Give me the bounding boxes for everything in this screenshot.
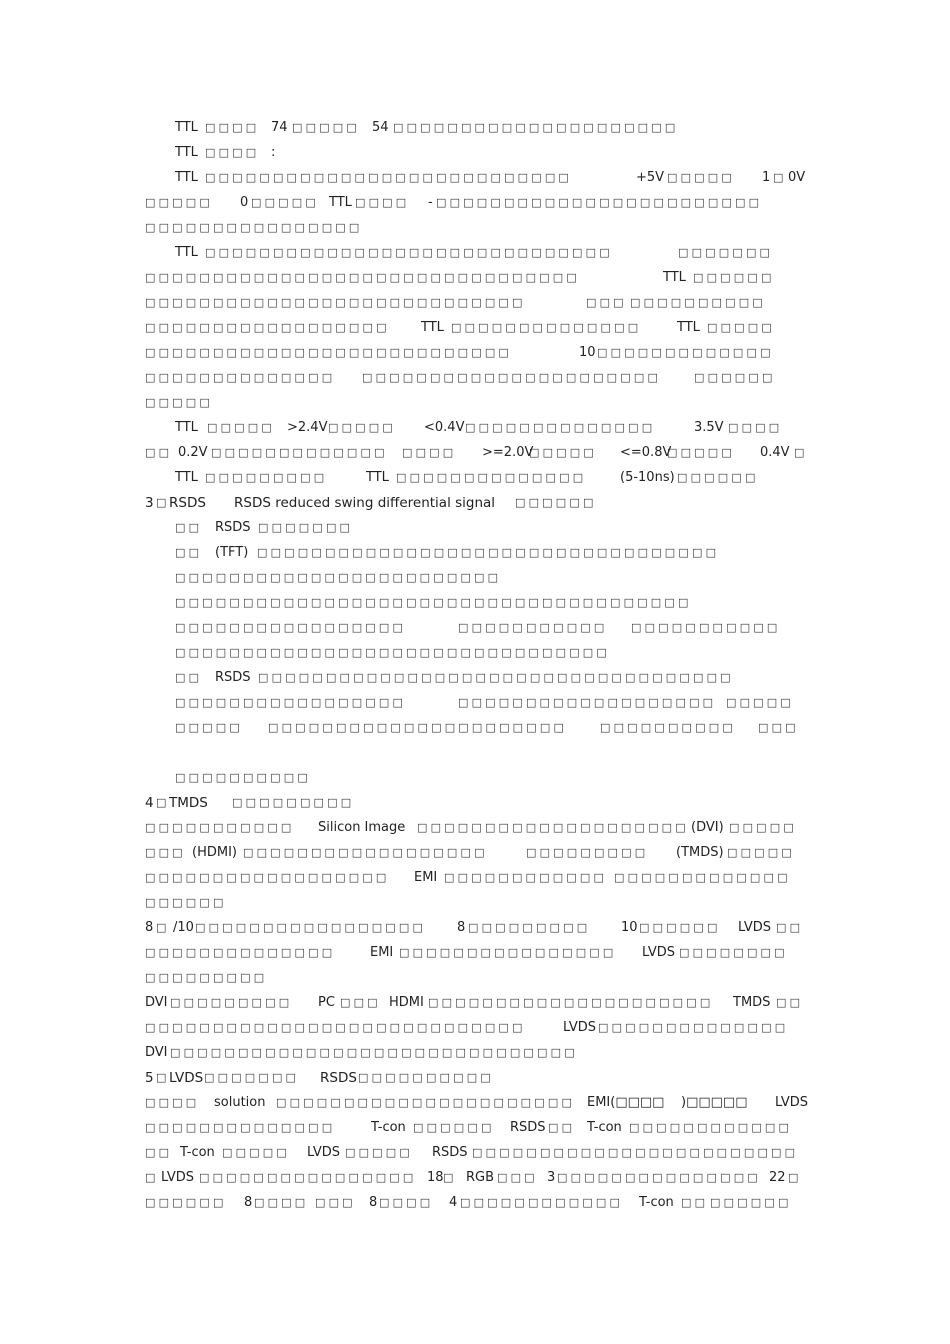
text-segment: 0V [788,170,806,185]
text-line [0,993,950,1013]
text-segment: □□□□□□□□□□□□□□□□□□□□□□□□□□□ [205,171,573,184]
text-segment: (TFT) [215,545,249,560]
text-segment: LVDS [563,1020,596,1035]
text-segment: □□□□ [205,121,260,134]
text-segment: 74 [271,120,288,135]
text-segment: □□□□□ [292,121,360,134]
text-segment: □□□□□ [145,196,213,209]
text-segment: □□□□□□□□□□ [630,296,766,309]
text-segment: >2.4V [287,420,328,435]
text-segment: □□□□□□□□□□□□□□□□□□□□□□□□ [436,196,763,209]
text-segment: □□□□□□□ [678,246,774,259]
text-line [0,443,950,463]
text-segment: □□□□□□□□□□□□□□□□□□□□□ [393,121,679,134]
text-segment: □□□□□ [251,196,319,209]
text-segment: □□□□ [728,421,783,434]
text-segment: □□□□□□□□□□□□□□□ [557,1171,761,1184]
text-segment: □□□□□□□□□□□□ [460,1196,624,1209]
text-segment: □□□□□□□□□□□□□□ [598,1021,789,1034]
text-segment: RSDS [320,1070,357,1086]
text-segment: □□□□□□□□□□□□□ [211,446,388,459]
text-segment: 10 [621,920,638,935]
text-segment: □□□□□□□□□□□ [458,621,608,634]
text-line [0,243,950,263]
text-line [0,118,950,138]
text-segment: - [428,195,433,210]
text-segment: □□□□□□□□□□□□□□□□□□□□□□ [276,1096,576,1109]
text-segment: 0.2V [178,445,208,460]
text-segment: LVDS [738,920,771,935]
text-segment: □□□□ [402,446,457,459]
text-segment: TTL [175,145,198,160]
text-segment: □□□□□□□ [204,1071,300,1084]
text-line [0,643,950,663]
text-segment: □□□□□□□□□□□□ [444,871,608,884]
text-segment: □ [156,496,170,509]
text-segment: □□□□□□□□□□□□□□ [145,1121,336,1134]
text-segment: □□□□□□□□□□ [358,1071,494,1084]
text-line [0,368,950,388]
text-segment: (HDMI) [192,845,237,860]
text-segment: TMDS [733,995,771,1010]
text-segment: 8 [145,920,154,935]
text-line [0,468,950,488]
text-segment: □□□□□□□□□□□□□□□□□□□□□□ [268,721,568,734]
text-segment: TTL [175,420,198,435]
text-segment: □□□□ [254,1196,309,1209]
text-segment: □□ [175,671,203,684]
text-segment: □□□□□ [328,421,396,434]
text-segment: □□ [776,996,804,1009]
text-line [0,143,950,163]
text-segment: □ [443,1171,457,1184]
text-segment: DVI [145,1045,168,1060]
text-segment: RSDS [215,670,251,685]
text-segment: □□□□□□□□□□□□□□□□□□□□□□□□□□□ [145,346,513,359]
text-segment: □□□□□□ [694,371,776,384]
text-segment: 3.5V [694,420,724,435]
text-segment: TTL [366,470,389,485]
text-segment: 8 [457,920,466,935]
text-segment: EMI [370,945,394,960]
text-segment: □□□□□□□□□□□□□□□□ [199,1171,417,1184]
text-segment: 3 [145,495,154,511]
text-segment: □□□□□□□□□ [468,921,591,934]
text-line [0,1118,950,1138]
text-segment: : [271,145,276,160]
text-segment: <0.4V [424,420,465,435]
text-segment: □□□□□□□□□□□□□□□□□□□□ [417,821,689,834]
text-segment: 4 [449,1195,458,1210]
text-segment: 0 [240,195,249,210]
text-line [0,818,950,838]
text-line [0,893,950,913]
text-segment: □□□ [315,1196,356,1209]
text-line [0,843,950,863]
text-segment: □□□□□□□□□□ [175,771,311,784]
text-segment: □□□□□□□□□□□□□□ [451,321,642,334]
text-segment: □□□□□□□□□□□□□ [597,346,774,359]
text-segment: □□□□□□□□□□□□□□ [145,371,336,384]
text-line [0,768,950,788]
text-segment: □□□□□□□□□□□□□□□□□□□□□□ [362,371,662,384]
text-segment: □□□□□ [145,396,213,409]
text-segment: EMI(□□□□ [587,1095,665,1110]
text-segment: □□□□□□□□□ [232,796,355,809]
text-line [0,1043,950,1063]
text-segment: 0.4V [760,445,790,460]
text-segment: RSDS [215,520,251,535]
text-segment: (DVI) [691,820,724,835]
text-segment: □□□□□□□□□ [205,471,328,484]
text-segment: □□ [548,1121,576,1134]
text-segment: RSDS [432,1145,468,1160]
text-line [0,868,950,888]
text-segment: LVDS [169,1070,204,1086]
text-segment: DVI [145,995,168,1010]
text-segment: □□□□□□□ [258,521,354,534]
text-line [0,593,950,613]
text-segment: □□□□□□□□□□□□□□□□□□□□□□□□□□□□ [145,296,526,309]
text-segment: □□□□□□ [710,1196,792,1209]
text-segment: □□ [776,921,804,934]
text-segment: □□□□□□□□□□□□□ [614,871,791,884]
text-segment: □□□□□□□□□□□ [145,821,295,834]
text-segment: □ [145,1171,159,1184]
text-segment: □ [794,446,808,459]
text-segment: >=2.0V [482,445,534,460]
text-segment: □□□□□□□□□□□□□□□□□□□□□□□□□□□□□□□□□□□ [258,671,734,684]
text-segment: □□□□ [379,1196,434,1209]
text-segment: □□□ [586,296,627,309]
text-segment: □□□□□□□□□□□□□□□□□□ [145,321,390,334]
text-line [0,418,950,438]
text-segment: □□□□□□ [639,921,721,934]
text-segment: LVDS [161,1170,194,1185]
text-segment: □□□□□□□□□ [526,846,649,859]
text-segment: □□□□□□□□ [679,946,788,959]
text-segment: 8 [244,1195,253,1210]
text-segment: □□□ [340,996,381,1009]
text-segment: □□□□□□ [145,896,227,909]
text-segment: LVDS [775,1095,808,1110]
text-segment: EMI [414,870,438,885]
text-segment: □□□□□ [707,321,775,334]
text-segment: RGB [466,1170,495,1185]
text-segment: □□□□ [205,146,260,159]
text-segment: □□□□□□□□□□ [600,721,736,734]
text-segment: 5 [145,1070,154,1086]
text-line [0,168,950,188]
text-segment: 8 [369,1195,378,1210]
text-line [0,943,950,963]
text-segment: RSDS reduced swing differential signal [234,495,496,511]
text-segment: T-con [639,1195,674,1210]
text-segment: □□□□ [145,1096,200,1109]
text-segment: □ [156,921,170,934]
text-segment: TTL [175,245,198,260]
text-segment: TTL [175,170,198,185]
text-line [0,1068,950,1088]
text-line [0,793,950,813]
text-segment: )□□□□□ [681,1095,748,1110]
text-segment: TTL [175,470,198,485]
text-line [0,918,950,938]
text-segment: □□□□□□□□□□□□□□□□ [172,871,390,884]
text-segment: 22 [769,1170,786,1185]
text-segment: □□□□□□ [677,471,759,484]
text-segment: □□□□□□□□□□□□□□ [145,946,336,959]
text-segment: □ [773,171,787,184]
text-segment: □□□□□□□□□□□□□□□□□□□□□□□□ [472,1146,799,1159]
text-segment: TTL [175,120,198,135]
text-segment: □□□□□ [529,446,597,459]
text-segment: □□□□□ [207,421,275,434]
text-line [0,218,950,238]
text-segment: □□□□□□□□□□□□□□□□□□□□□□□□□□□□□□ [170,1046,578,1059]
text-segment: □□□□□ [175,721,243,734]
text-segment: □ [788,1171,802,1184]
text-line [0,1193,950,1213]
text-segment: □□□□□□□□□□□□□□ [465,421,656,434]
text-segment: /10 [173,920,194,935]
text-line [0,293,950,313]
text-segment: □□ [175,546,203,559]
text-segment: □□□□□□□□□□□□□□□□□□□□□□□□□□□□□□□□ [175,646,610,659]
text-line [0,268,950,288]
text-segment: □□□□□□□□□□□□□□□□□□□□□□□□□□□□□□ [205,246,613,259]
text-line [0,618,950,638]
text-segment: □□□□□□□□□□□□□□□□□□□□□□□□□□□□ [145,1021,526,1034]
text-segment: □□ [145,446,173,459]
text-segment: Silicon Image [318,820,406,835]
text-segment: TTL [329,195,352,210]
text-segment: TTL [421,320,444,335]
text-segment: □□□□□□□□□□□ [631,621,781,634]
text-segment: solution [214,1095,266,1110]
text-segment: □□□□□□□□□ [145,971,268,984]
text-line [0,193,950,213]
text-segment: 10 [579,345,596,360]
text-segment: □□□□□□□□□□□□□□□□□ [195,921,427,934]
text-segment: LVDS [307,1145,340,1160]
text-line [0,518,950,538]
text-segment: □□□□□□□□□□□□ [629,1121,793,1134]
text-segment: □□□□□ [729,821,797,834]
text-segment: □□□□□□ [693,271,775,284]
text-segment: PC [318,995,335,1010]
text-segment: □□□□□□□□□□□□□□□□□□□□□ [428,996,714,1009]
text-segment: □□ [175,521,203,534]
text-segment: HDMI [389,995,424,1010]
text-segment: □□□□□ [726,696,794,709]
text-segment: □□□□□□□□□□□□□□□□□□□□□□□□□□□□□□□□□□□□□□ [175,596,692,609]
text-segment: □□□□□□□□□□□□□□□□□□ [243,846,488,859]
text-line [0,493,950,513]
text-segment: □ [156,1071,170,1084]
text-segment: □□□□□□□□□□□□□□□□□□□□□□□□ [175,571,502,584]
text-segment: □□□□□ [222,1146,290,1159]
text-segment: RSDS [169,495,206,511]
text-segment: □□□□□□□□□ [170,996,293,1009]
text-segment: □□□□□□□□□□□□□□□□□□□ [458,696,717,709]
text-segment: □□□□□ [345,1146,413,1159]
text-segment: □□□□□□□□□□□□□□□□□ [175,621,407,634]
text-segment: □□□□□ [667,446,735,459]
text-segment: □□□□□□ [515,496,597,509]
text-line [0,668,950,688]
text-segment: □□□□□□□□□□□□□□ [396,471,587,484]
text-segment: +5V [636,170,665,185]
text-segment: □□□□□□□□□□□□□□□□□□□□□□□□□□□□□□□□□□ [257,546,720,559]
text-segment: TTL [663,270,686,285]
text-segment: TTL [677,320,700,335]
text-line [0,318,950,338]
text-segment: □□□□□□ [413,1121,495,1134]
text-segment: 18 [427,1170,444,1185]
text-line [0,568,950,588]
text-line [0,393,950,413]
text-line [0,693,950,713]
text-segment: □ [156,796,170,809]
text-segment: □□□ [758,721,799,734]
text-segment: □□□ [145,846,186,859]
text-segment: □□ [681,1196,709,1209]
text-segment: (5-10ns) [620,470,675,485]
text-segment: T-con [371,1120,406,1135]
text-segment: 3 [547,1170,556,1185]
text-segment: □□□□□ [667,171,735,184]
text-segment: TMDS [169,795,208,811]
text-segment: □□□□□□□□□□□□□□□□□□□□□□□□□□□□□□□□ [145,271,580,284]
text-line [0,968,950,988]
text-segment: □□□□□□□□□□□□□□□□□ [175,696,407,709]
text-line [0,1093,950,1113]
text-segment: □□□□□□□□□□□□□□□□ [145,221,363,234]
text-segment: □□ [145,871,173,884]
text-segment: □□□□□ [727,846,795,859]
text-segment: □□□□□□ [145,1196,227,1209]
text-segment: LVDS [642,945,675,960]
text-line [0,543,950,563]
text-line [0,1018,950,1038]
text-segment: (TMDS) [676,845,724,860]
text-segment: □□ [145,1146,173,1159]
text-segment: □□□□ [355,196,410,209]
text-segment: T-con [587,1120,622,1135]
text-segment: 4 [145,795,154,811]
text-segment: □□□ [497,1171,538,1184]
text-segment: 1 [762,170,771,185]
text-line [0,343,950,363]
text-segment: <=0.8V [620,445,672,460]
text-segment: □□□□□□□□□□□□□□□□ [399,946,617,959]
text-line [0,1143,950,1163]
text-line [0,718,950,738]
text-line [0,1168,950,1188]
text-segment: RSDS [510,1120,546,1135]
text-segment: T-con [180,1145,215,1160]
text-segment: 54 [372,120,389,135]
